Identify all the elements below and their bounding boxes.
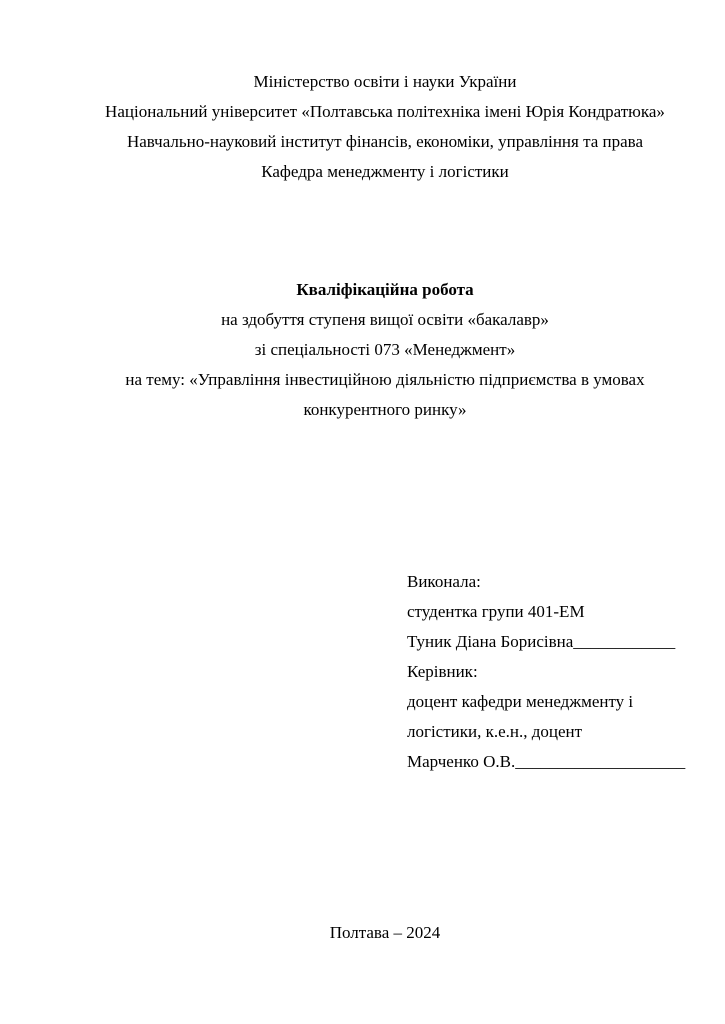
city-year-line: Полтава – 2024 — [329, 923, 441, 942]
footer-block — [100, 918, 670, 948]
supervisor-label: Керівник: — [407, 662, 478, 681]
header-block — [100, 67, 670, 187]
supervisor-position-line-1: доцент кафедри менеджменту і — [407, 692, 634, 711]
title-block — [100, 275, 670, 425]
topic-line-1: на тему: «Управління інвестиційною діяльністю підприємства в умовах — [125, 370, 645, 389]
specialty-line: зі спеціальності 073 «Менеджмент» — [254, 340, 516, 359]
supervisor-name-signature-line: Марченко О.В.____________________ — [407, 752, 686, 771]
supervisor-position-line-2: логістики, к.е.н., доцент — [407, 722, 583, 741]
degree-line: на здобуття ступеня вищої освіти «бакалавр» — [221, 310, 549, 329]
executor-label: Виконала: — [407, 572, 481, 591]
work-title: Кваліфікаційна робота — [296, 280, 474, 299]
signature-block — [407, 567, 697, 777]
department-line: Кафедра менеджменту і логістики — [261, 162, 509, 181]
student-group-line: студентка групи 401-ЕМ — [407, 602, 585, 621]
student-name-signature-line: Туник Діана Борисівна____________ — [407, 632, 676, 651]
ministry-line: Міністерство освіти і науки України — [253, 72, 517, 91]
institute-line: Навчально-науковий інститут фінансів, економіки, управління та права — [126, 132, 644, 151]
topic-line-2: конкурентного ринку» — [303, 400, 467, 419]
university-line: Національний університет «Полтавська політехніка імені Юрія Кондратюка» — [105, 102, 665, 121]
